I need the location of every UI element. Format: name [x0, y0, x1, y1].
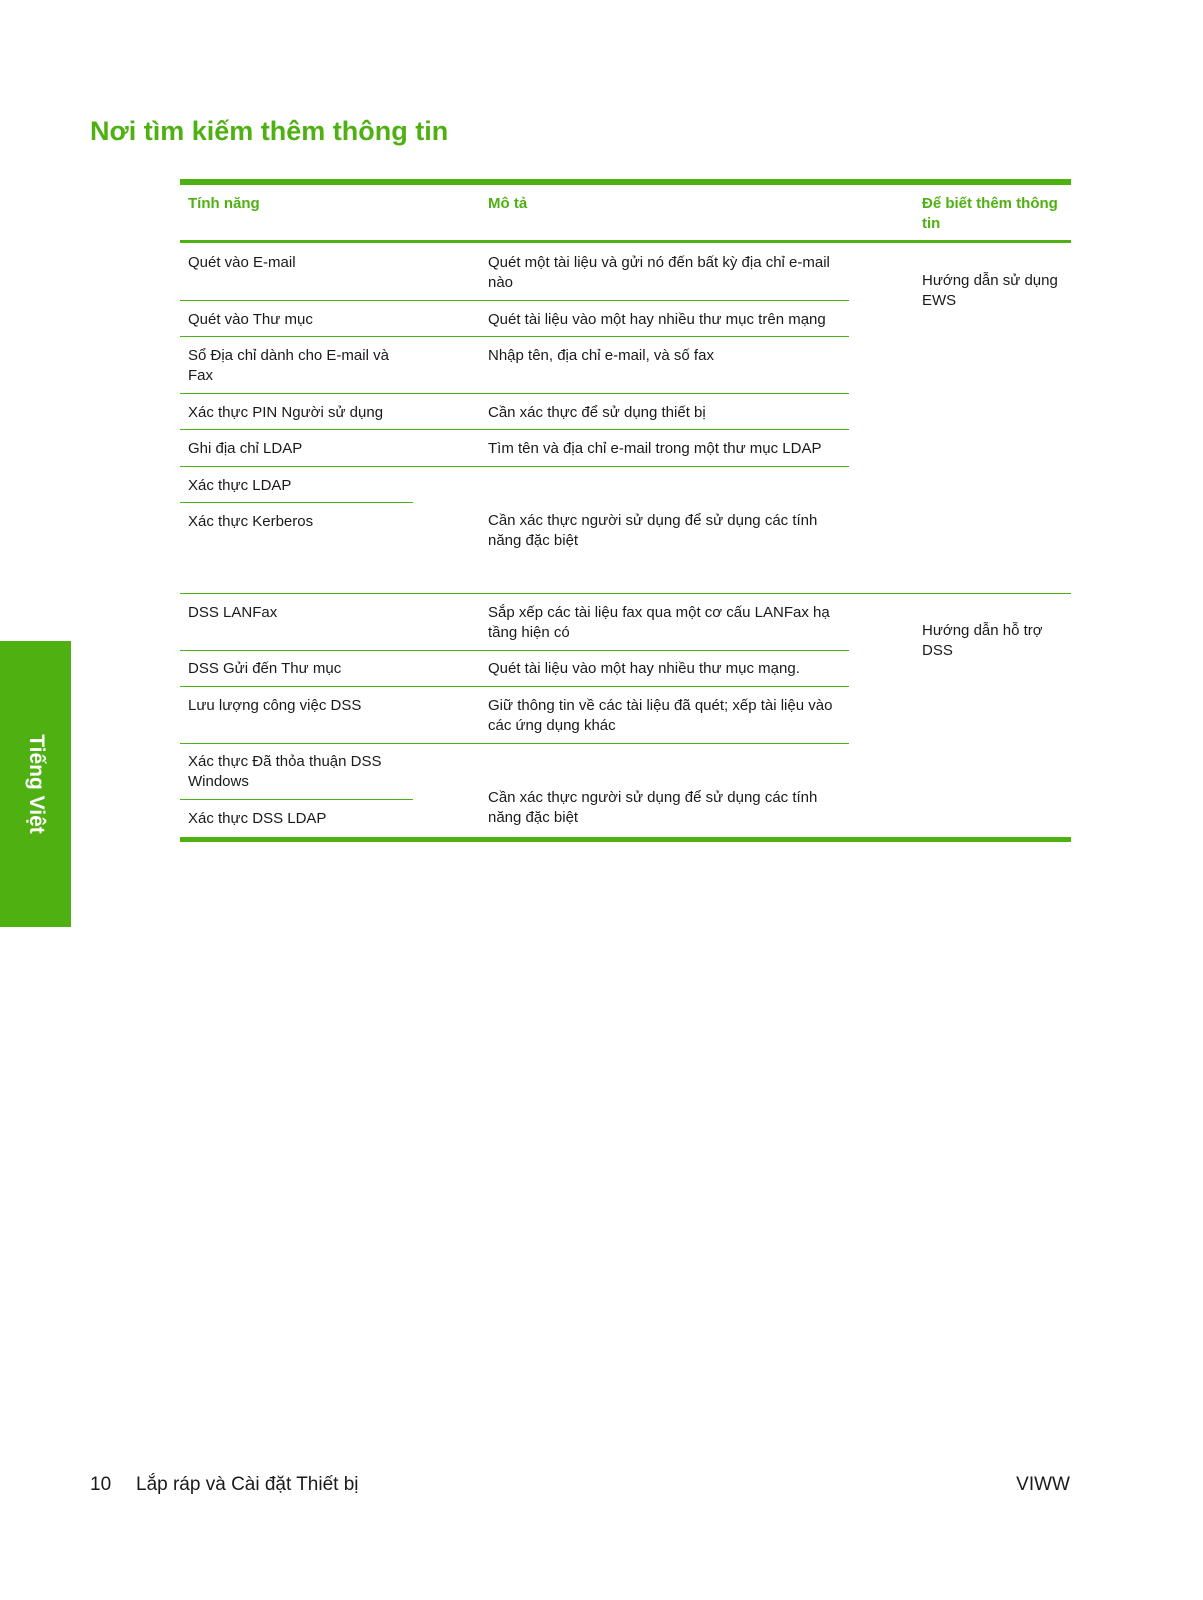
group-divider: [180, 593, 1071, 594]
table-header-rule: [180, 240, 1071, 243]
footer-section-title: Lắp ráp và Cài đặt Thiết bị: [136, 1474, 359, 1495]
table-row-feature: Xác thực LDAP: [188, 477, 292, 494]
row-divider: [180, 336, 849, 337]
table-row-description: Sắp xếp các tài liệu fax qua một cơ cấu LANFax hạ tầng hiện có: [488, 604, 830, 641]
table-row-feature: Xác thực Đã thỏa thuận DSS Windows: [188, 753, 382, 790]
table-row-description: Tìm tên và địa chỉ e-mail trong một thư mục LDAP: [488, 440, 822, 457]
table-row-description: Giữ thông tin về các tài liệu đã quét; xếp tài liệu vào các ứng dụng khác: [488, 697, 833, 734]
table-row-description: Cần xác thực để sử dụng thiết bị: [488, 404, 706, 421]
table-row-description: Quét một tài liệu và gửi nó đến bất kỳ địa chỉ e-mail nào: [488, 254, 830, 291]
row-divider: [180, 686, 849, 687]
table-row-feature: Xác thực PIN Người sử dụng: [188, 404, 384, 421]
table-row-feature: Xác thực DSS LDAP: [188, 810, 327, 827]
table-row-feature: Xác thực Kerberos: [188, 513, 314, 530]
row-divider: [180, 466, 849, 467]
table-row-description: Quét tài liệu vào một hay nhiều thư mục trên mạng: [488, 311, 826, 328]
page-title: Nơi tìm kiếm thêm thông tin: [90, 116, 449, 146]
table-row-description: Cần xác thực người sử dụng để sử dụng các tính năng đặc biệt: [488, 512, 818, 549]
table-row-feature: Quét vào E-mail: [188, 254, 296, 271]
more-info-dss: Hướng dẫn hỗ trợ DSS: [922, 622, 1043, 659]
language-side-tab: [0, 641, 71, 927]
table-top-rule: [180, 179, 1071, 185]
row-divider: [180, 502, 413, 503]
table-row-feature: Lưu lượng công việc DSS: [188, 697, 362, 714]
table-row-description: Cần xác thực người sử dụng để sử dụng các tính năng đặc biệt: [488, 789, 818, 826]
table-row-feature: Quét vào Thư mục: [188, 311, 313, 328]
row-divider: [180, 650, 849, 651]
footer-page-number: 10: [90, 1474, 112, 1495]
table-bottom-rule: [180, 837, 1071, 842]
row-divider: [180, 429, 849, 430]
table-row-description: Quét tài liệu vào một hay nhiều thư mục mạng.: [488, 660, 800, 677]
more-info-ews: Hướng dẫn sử dụng EWS: [922, 272, 1058, 309]
row-divider: [180, 743, 849, 744]
table-row-feature: DSS LANFax: [188, 604, 278, 621]
header-feature: Tính năng: [188, 195, 260, 212]
row-divider: [180, 799, 413, 800]
table-row-feature: DSS Gửi đến Thư mục: [188, 660, 342, 677]
header-description: Mô tả: [488, 195, 528, 212]
row-divider: [180, 393, 849, 394]
row-divider: [180, 300, 849, 301]
footer-brand: VIWW: [1016, 1474, 1070, 1495]
table-row-description: Nhập tên, địa chỉ e-mail, và số fax: [488, 347, 714, 364]
table-row-feature: Ghi địa chỉ LDAP: [188, 440, 303, 457]
language-side-tab-label: Tiếng Việt: [24, 734, 48, 834]
header-more-info: Để biết thêm thông tin: [922, 195, 1058, 232]
table-row-feature: Sổ Địa chỉ dành cho E-mail và Fax: [188, 347, 389, 384]
